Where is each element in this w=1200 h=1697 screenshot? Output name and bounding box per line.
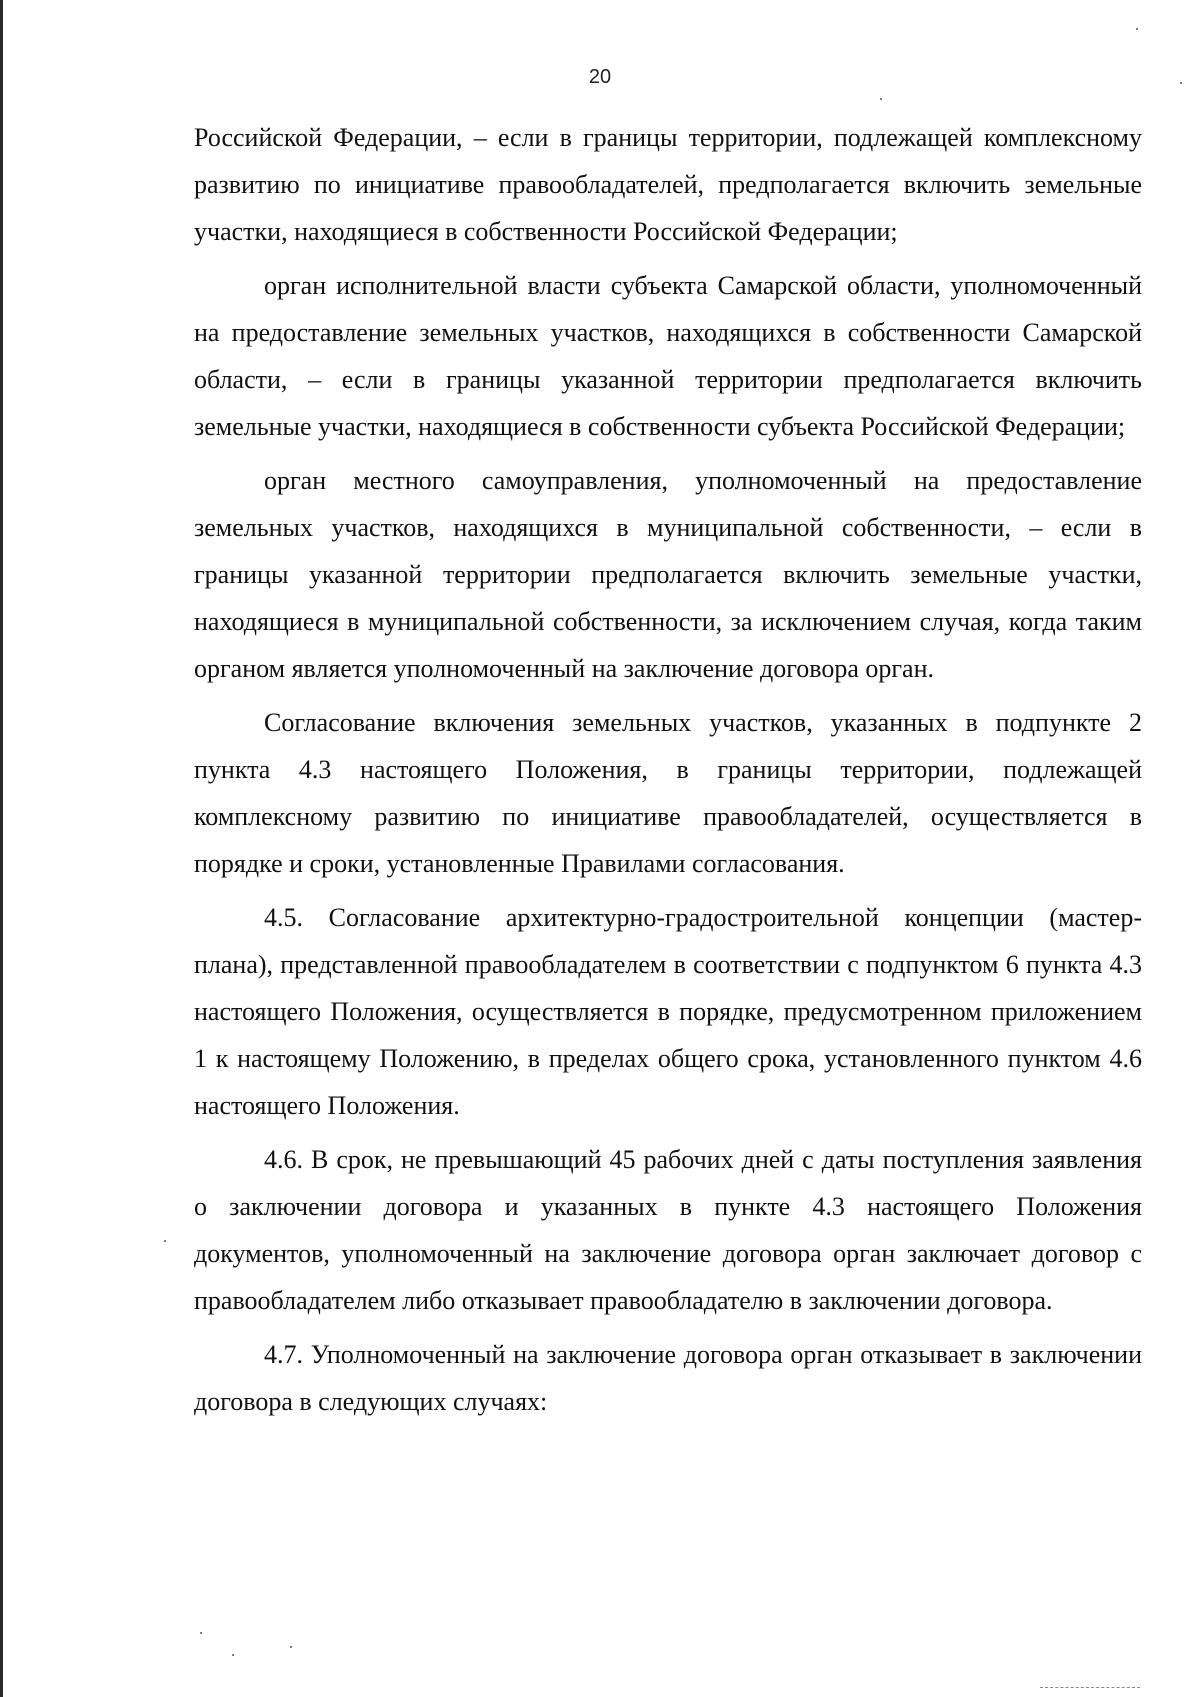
document-body bbox=[194, 114, 1142, 1425]
paragraph-4-7: 4.7. Уполномоченный на заключение договора орган отказывает в заключении договора в следующих случаях: bbox=[194, 1340, 1142, 1416]
scan-speck bbox=[200, 1632, 202, 1634]
paragraph-4-6: 4.6. В срок, не превышающий 45 рабочих дней с даты поступления заявления о заключении договора и указанных в пункте 4.3 настоящего Положения документов, уполномоченный на заключение договора орган заключает договор с правообладателем либо отказывает правообладателю в заключении договора. bbox=[194, 1145, 1142, 1315]
paragraph-local-authority: орган местного самоуправления, уполномоченный на предоставление земельных участков, находящихся в муниципальной собственности, – если в границы указанной территории предполагается включить земельные участки, находящиеся в муниципальной собственности, за исключением случая, когда таким органом является уполномоченный на заключение договора орган. bbox=[194, 466, 1142, 683]
scan-speck bbox=[290, 1646, 292, 1648]
scan-speck bbox=[232, 1654, 234, 1656]
scan-speck bbox=[1136, 28, 1138, 30]
paragraph-approval-order: Согласование включения земельных участков, указанных в подпункте 2 пункта 4.3 настоящего Положения, в границы территории, подлежащей комплексному развитию по инициативе правообладателей, осуществляется в порядке и сроки, установленные Правилами согласования. bbox=[194, 708, 1142, 878]
scan-left-edge bbox=[0, 0, 3, 1697]
scan-speck bbox=[880, 98, 882, 100]
paragraph-federal-lands: Российской Федерации, – если в границы территории, подлежащей комплексному развитию по инициативе правообладателей, предполагается включить земельные участки, находящиеся в собственности Российской Федерации; bbox=[194, 123, 1142, 246]
scan-speck bbox=[1180, 82, 1182, 84]
scan-speck bbox=[164, 1240, 166, 1242]
paragraph-4-5: 4.5. Согласование архитектурно-градостроительной концепции (мастер-плана), представленной правообладателем в соответствии с подпунктом 6 пункта 4.3 настоящего Положения, осуществляется в порядке, предусмотренном приложением 1 к настоящему Положению, в пределах общего срока, установленного пунктом 4.6 настоящего Положения. bbox=[194, 903, 1142, 1120]
page-number: 20 bbox=[588, 66, 612, 88]
paragraph-regional-authority: орган исполнительной власти субъекта Самарской области, уполномоченный на предоставление земельных участков, находящихся в собственности Самарской области, – если в границы указанной территории предполагается включить земельные участки, находящиеся в собственности субъекта Российской Федерации; bbox=[194, 271, 1142, 441]
scan-bottom-mark bbox=[1040, 1687, 1140, 1689]
